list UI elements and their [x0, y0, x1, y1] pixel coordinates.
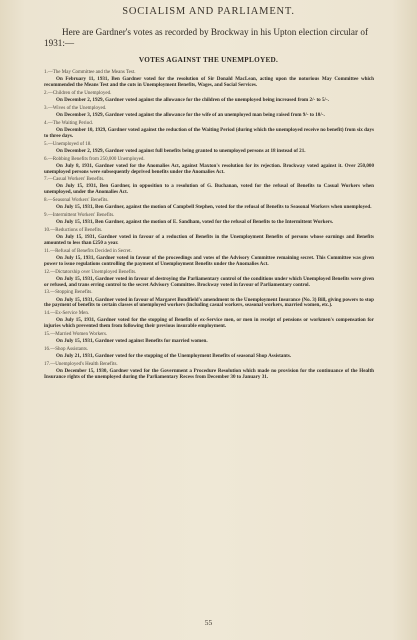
intro-paragraph: Here are Gardner's votes as recorded by Brockway in his Upton election circular of 1931:—: [44, 27, 369, 48]
vote-item: [44, 311, 374, 330]
vote-item-text: On July 15, 1931, Gardner voted against Benefits for married women.: [56, 338, 208, 345]
vote-item-heading: 11.—Refusal of Benefits Decided in Secret.: [44, 248, 132, 254]
vote-item-text: On December 2, 1929, Gardner voted against full benefits being granted to unemployed persons at 18 instead of 21.: [56, 147, 306, 154]
vote-item-heading: 2.—Children of the Unemployed.: [44, 90, 112, 96]
vote-item-heading: 5.—Unemployed of 18.: [44, 141, 92, 147]
vote-item-heading: 15.—Married Women Workers.: [44, 331, 108, 337]
vote-item-text: On December 10, 1929, Gardner voted against the reduction of the Waiting Period (during which the unemployed receive no benefit) from six days to three days.: [44, 126, 374, 139]
vote-item-heading: 14.—Ex-Service Men.: [44, 311, 90, 317]
vote-item-text: On July 15, 1931, Ben Gardner, in opposition to a resolution of G. Buchanan, voted for the refusal of Benefits to Casual Workers when unemployed, under the Anomalies Act.: [44, 183, 374, 196]
vote-item-text: On July 15, 1931, Ben Gardner, against the motion of E. Sandham, voted for the refusal of Benefits to the Intermittent Workers.: [56, 219, 334, 226]
vote-item-heading: 16.—Shop Assistants.: [44, 346, 89, 352]
vote-item: [44, 121, 374, 140]
vote-item-text: On July 15, 1931, Gardner voted in favour of the proceedings and votes of the Advisory Committee remaining secret. This Committee was given power to issue regulations controlling the payment of Unemployment Benefits under the Anomalies Act.: [44, 255, 374, 267]
vote-item: [44, 91, 374, 104]
page-number: 55: [204, 618, 213, 627]
votes-list: [44, 70, 374, 383]
vote-item-heading: 9.—Intermittent Workers' Benefits.: [44, 213, 115, 219]
section-title: VOTES AGAINST THE UNEMPLOYED.: [138, 56, 279, 64]
vote-item-text: On July 15, 1931, Gardner voted for the stopping of Benefits of ex-Service men, or men in receipt of pensions or workmen's compensation for injuries which prevented them from following their previous insurable employment.: [44, 317, 374, 330]
vote-item: [44, 177, 374, 196]
vote-item-heading: 1.—The May Committee and the Means Test.: [44, 70, 136, 75]
vote-item-heading: 17.—Unemployed's Health Benefits.: [44, 361, 118, 367]
vote-item-heading: 10.—Reductions of Benefits.: [44, 228, 103, 234]
vote-item-text: On July 15, 1931, Gardner voted in favour of a reduction of Benefits in the Unemployment Benefits of persons whose earnings and Benefits amounted to less than £250 a year.: [44, 234, 374, 247]
vote-item-text: On July 8, 1931, Gardner voted for the Anomalies Act, against Maxton's resolution for its rejection. Brockway voted against it. Over 250,000 unemployed persons were subsequently deprived benefits under the Anomalies Act.: [44, 162, 374, 175]
vote-item-text: On July 15, 1931, Ben Gardner, against the motion of Campbell Stephen, voted for the refusal of Benefits to Seasonal Workers when unemployed.: [56, 204, 372, 211]
vote-item-text: On July 15, 1931, Gardner voted in favour of destroying the Parliamentary control of the conditions under which Unemployed Benefits were given or refused, and trans erring control to the secret Advisory Committee. Brockway voted in favour of Parliamentary control.: [44, 275, 374, 288]
vote-item-heading: 4.—The Waiting Period.: [44, 120, 93, 126]
vote-item: [44, 198, 374, 211]
vote-item: [44, 270, 374, 289]
vote-item: [44, 362, 374, 381]
vote-item: [44, 228, 374, 247]
vote-item-heading: 7.—Casual Workers' Benefits.: [44, 177, 105, 183]
vote-item-heading: 8.—Seasonal Workers' Benefits.: [44, 198, 109, 204]
vote-item: [44, 142, 374, 155]
vote-item: [44, 157, 374, 176]
vote-item-heading: 13.—Stopping Benefits.: [44, 290, 93, 296]
vote-item: [44, 249, 374, 268]
vote-item-text: On December 2, 1929, Gardner voted against the allowance for the children of the unemployed being increased from 2/- to 5/-.: [56, 96, 329, 103]
vote-item-text: On July 21, 1931, Gardner voted for the stopping of the Unemployment Benefits of seasonal Shop Assistants.: [56, 353, 292, 360]
vote-item-text: On February 11, 1931, Ben Gardner voted for the resolution of Sir Donald MacLean, acting upon the notorious May Committee which recommended the Means Test and the cuts in Unemployment Benefits, Wages, and Social Services.: [44, 76, 374, 88]
vote-item: [44, 213, 374, 226]
vote-item: [44, 332, 374, 345]
vote-item-heading: 3.—Wives of the Unemployed.: [44, 105, 107, 111]
running-header: SOCIALISM AND PARLIAMENT.: [122, 6, 295, 17]
vote-item-text: On July 15, 1931, Gardner voted in favour of Margaret Bondfield's amendment to the Unemployment Insurance (No. 3) Bill, giving powers to stop the payment of benefits to certain classes of unemployed workers (including casual workers, seasonal workers, married women, etc.).: [44, 296, 374, 309]
vote-item-text: On December 3, 1929, Gardner voted against the allowance for the wife of an unemployed man being raised from 9/- to 10/-.: [56, 111, 325, 118]
vote-item-text: On December 15, 1930, Gardner voted for the Government a Procedure Resolution which made no provision for the continuance of the Health Insurance rights of the unemployed during the Parliamentary Recess from December 30 to January 31.: [44, 368, 374, 380]
vote-item: [44, 106, 374, 119]
vote-item: [44, 290, 374, 309]
vote-item-heading: 12.—Dictatorship over Unemployed Benefits.: [44, 269, 137, 275]
vote-item: [44, 70, 374, 89]
vote-item: [44, 347, 374, 360]
vote-item-heading: 6.—Robbing Benefits from 250,000 Unemployed.: [44, 156, 145, 162]
